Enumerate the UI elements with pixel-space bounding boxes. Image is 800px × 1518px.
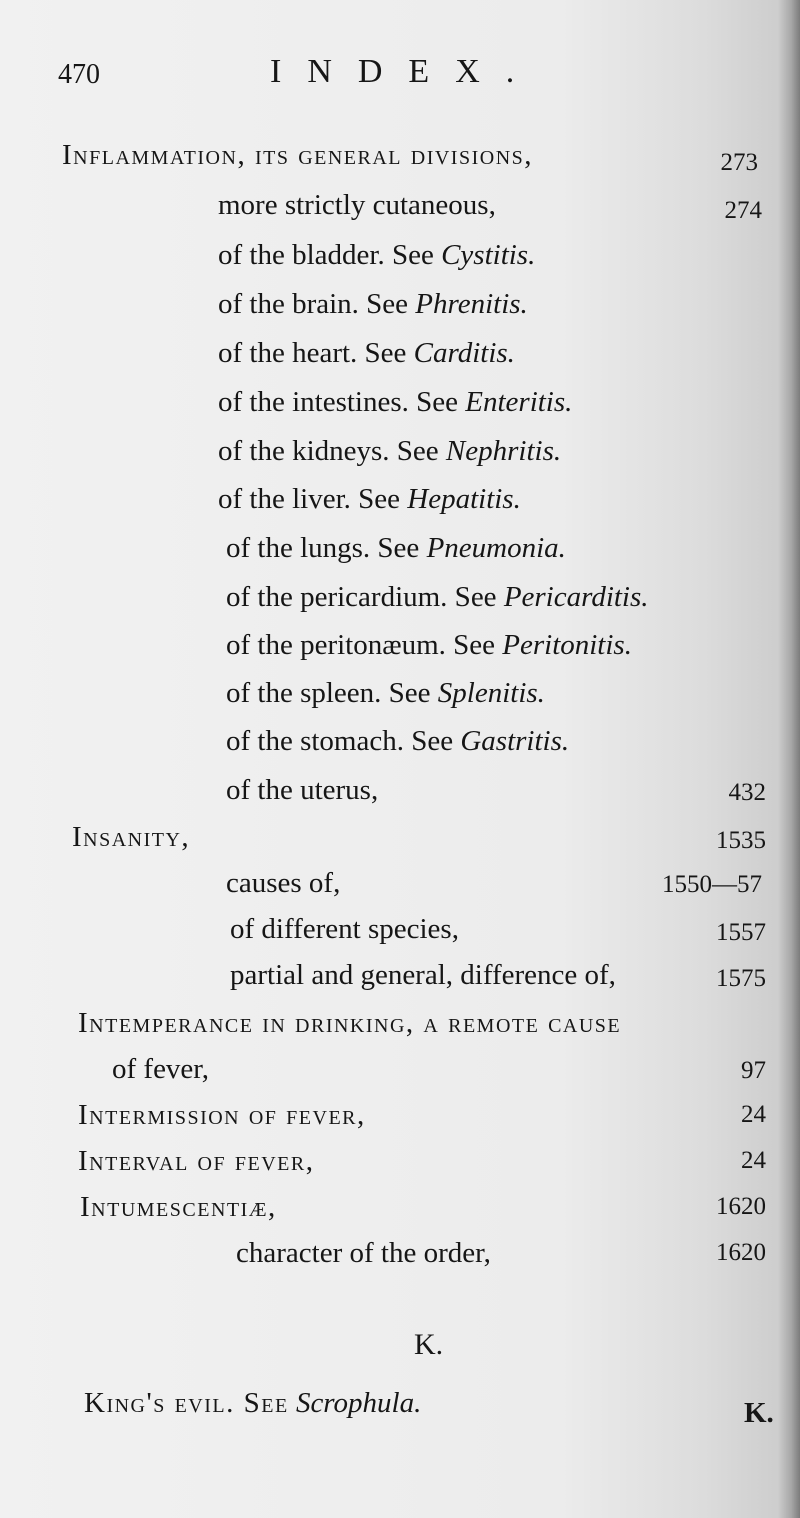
entry-page-number: 274 [724, 197, 762, 224]
index-subentry: of the liver. See Hepatitis. [218, 483, 521, 515]
index-subentry: of the pericardium. See Pericarditis. [226, 581, 649, 613]
section-letter: K. [414, 1328, 444, 1361]
page-edge-shadow [778, 0, 800, 1518]
index-subentry: more strictly cutaneous, [218, 189, 496, 221]
index-subentry: of the uterus, [226, 774, 379, 806]
index-subentry: of the stomach. See Gastritis. [226, 725, 570, 757]
index-subentry: character of the order, [236, 1237, 491, 1269]
index-subentry: of the heart. See Carditis. [218, 337, 515, 369]
running-head: INDEX. [270, 53, 541, 90]
index-entry-main: King's evil. See Scrophula. [84, 1387, 422, 1419]
entry-page-number: 1575 [716, 965, 766, 992]
index-subentry: of the lungs. See Pneumonia. [226, 532, 566, 564]
index-entry-main: Inflammation, its general divisions, [62, 139, 534, 171]
index-subentry: of the intestines. See Enteritis. [218, 386, 573, 418]
index-entry-main: Intermission of fever, [78, 1099, 366, 1131]
entry-page-number: 1557 [716, 919, 766, 946]
index-entry-main: Insanity, [72, 821, 191, 853]
page-number: 470 [58, 59, 100, 90]
entry-page-number: 1535 [716, 827, 766, 854]
entry-page-number: 1620 [716, 1193, 766, 1220]
index-subentry: of different species, [230, 913, 459, 945]
catchword: K. [744, 1397, 774, 1429]
entry-page-number: 24 [741, 1101, 766, 1128]
entry-page-number: 24 [741, 1147, 766, 1174]
index-entry-main: Intemperance in drinking, a remote cause [78, 1007, 622, 1039]
index-entry-main: Interval of fever, [78, 1145, 315, 1177]
index-subentry: of fever, [112, 1053, 210, 1085]
entry-page-number: 273 [720, 149, 758, 176]
index-subentry: of the kidneys. See Nephritis. [218, 435, 562, 467]
index-subentry: of the bladder. See Cystitis. [218, 239, 536, 271]
index-entry-main: Intumescentiæ, [80, 1191, 277, 1223]
index-subentry: causes of, [226, 867, 341, 899]
entry-page-number: 97 [741, 1057, 766, 1084]
index-subentry: of the peritonæum. See Peritonitis. [226, 629, 632, 661]
entry-page-number: 432 [728, 779, 766, 806]
entry-page-number: 1550—57 [662, 871, 762, 898]
index-subentry: of the brain. See Phrenitis. [218, 288, 528, 320]
index-subentry: partial and general, difference of, [230, 959, 616, 991]
entry-page-number: 1620 [716, 1239, 766, 1266]
index-subentry: of the spleen. See Splenitis. [226, 677, 545, 709]
